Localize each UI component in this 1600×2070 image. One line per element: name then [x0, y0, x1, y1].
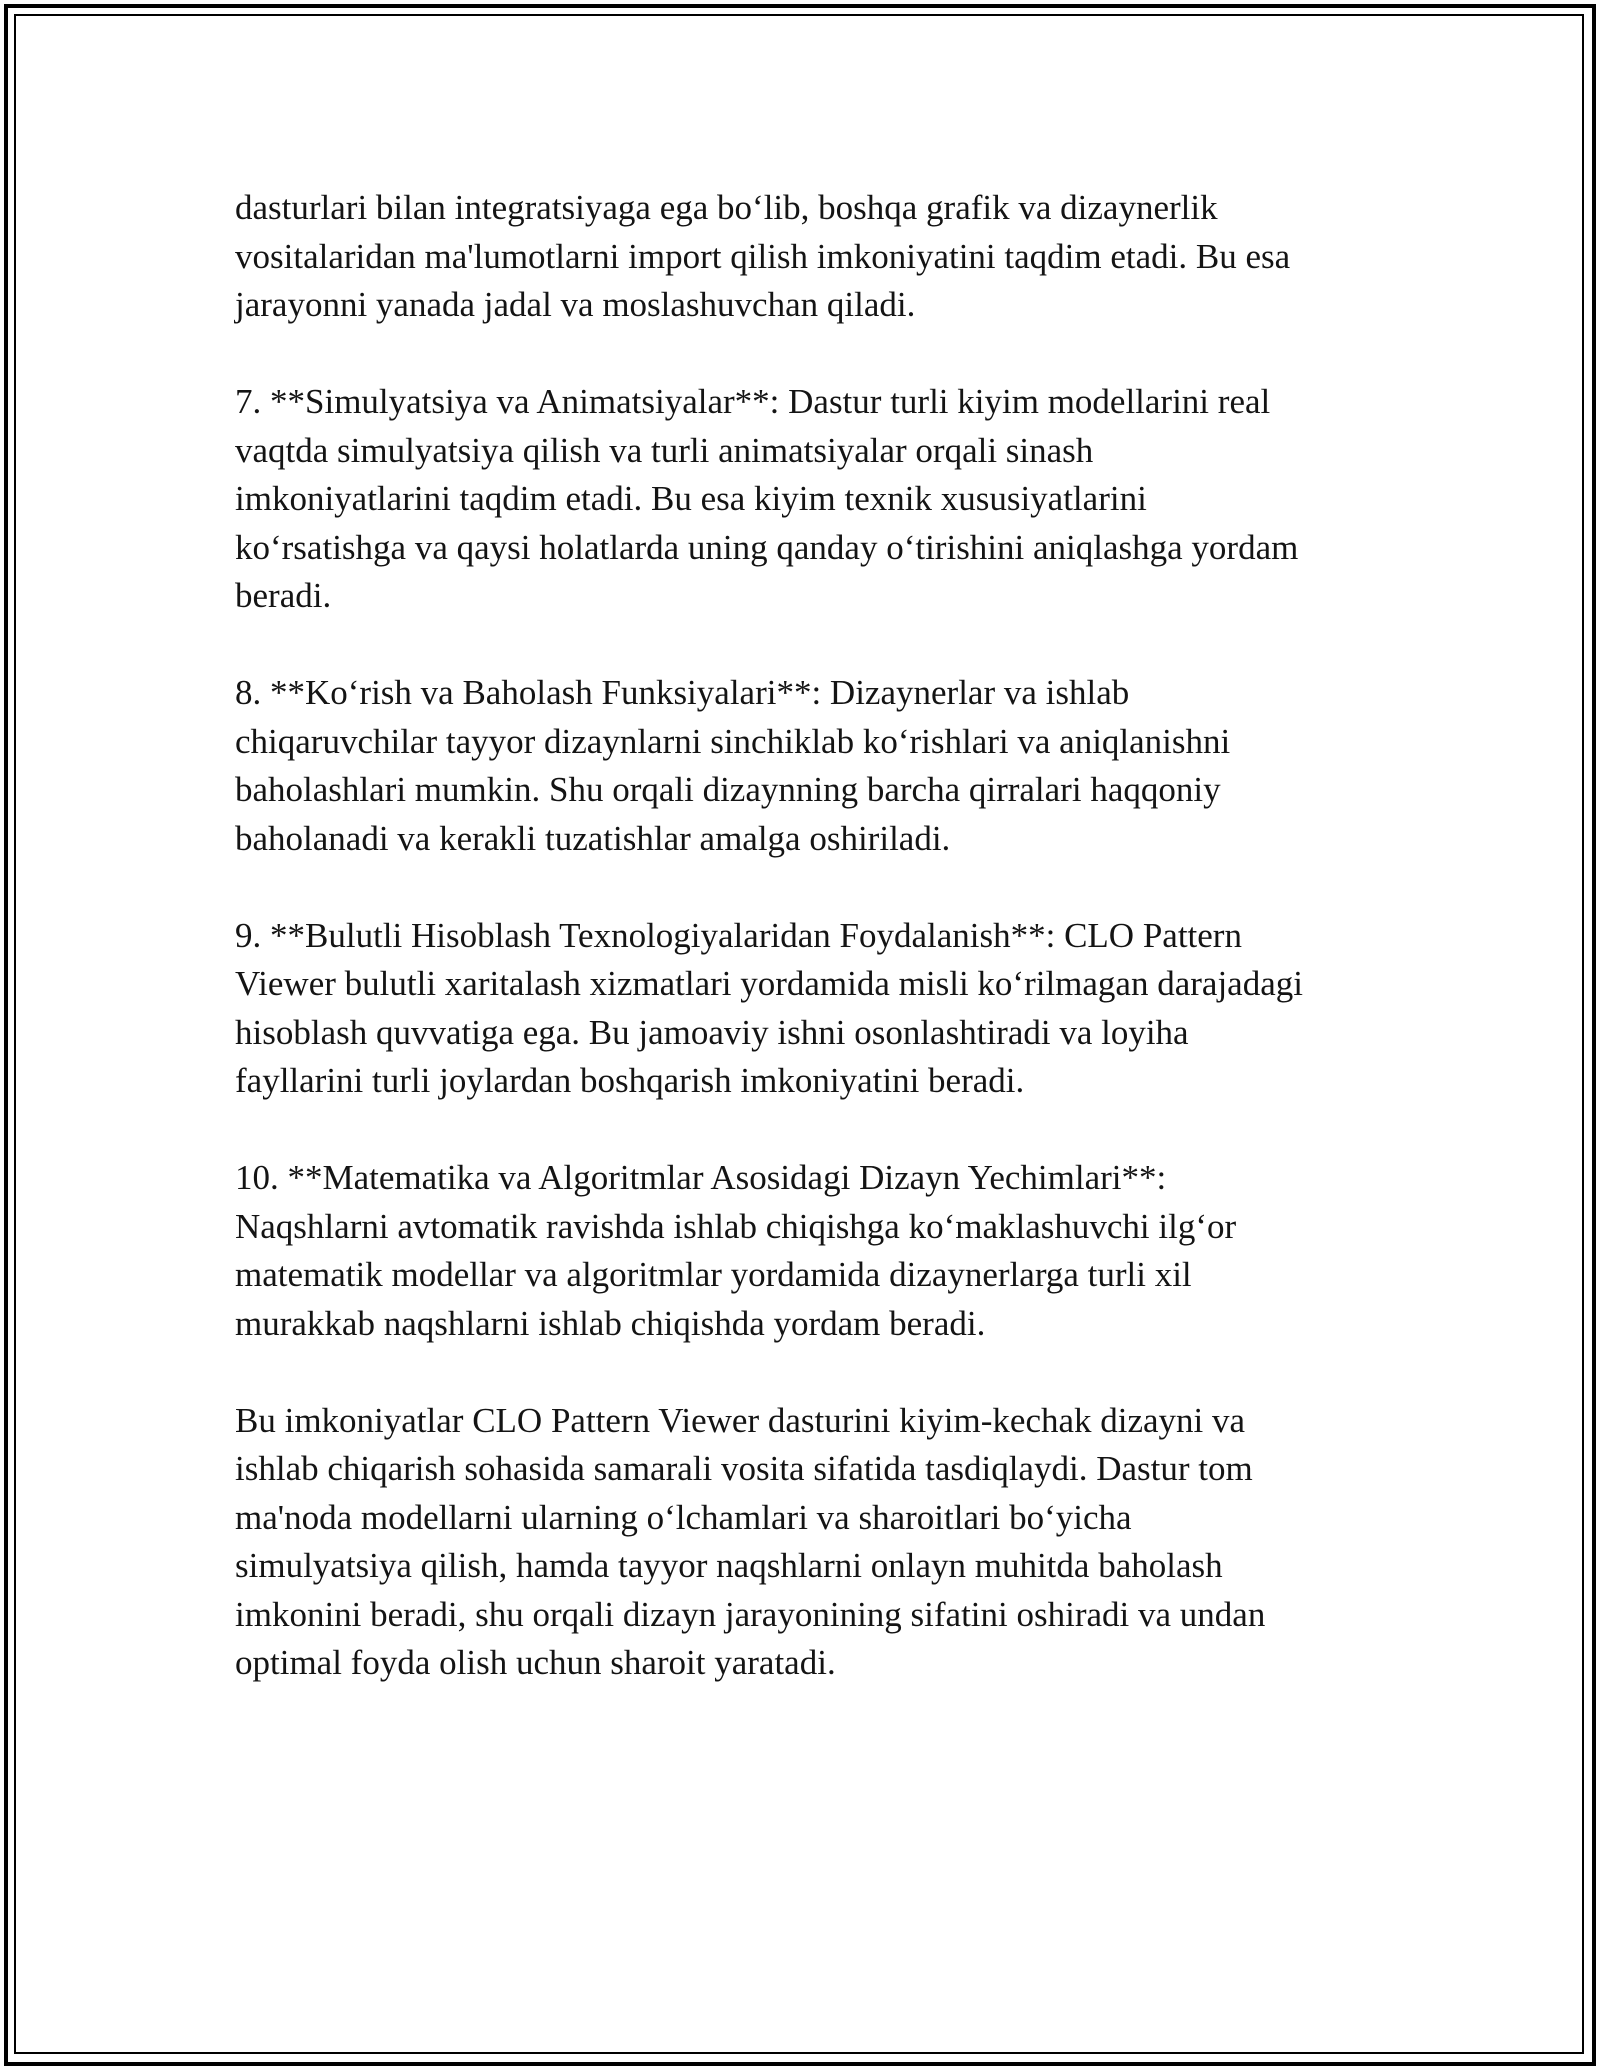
text-line: beradi. [235, 576, 332, 615]
paragraph-item-9 [235, 912, 1375, 1106]
paragraph-item-10 [235, 1154, 1375, 1348]
text-line: 7. **Simulyatsiya va Animatsiyalar**: Dastur turli kiyim modellarini real [235, 382, 1271, 421]
text-line: 10. **Matematika va Algoritmlar Asosidagi Dizayn Yechimlari**: [235, 1158, 1167, 1197]
text-line: ko‘rsatishga va qaysi holatlarda uning qanday o‘tirishini aniqlashga yordam [235, 527, 1299, 567]
text-line: 9. **Bulutli Hisoblash Texnologiyalaridan Foydalanish**: CLO Pattern [235, 915, 1242, 955]
text-line: vaqtda simulyatsiya qilish va turli animatsiyalar orqali sinash [235, 430, 1094, 470]
text-line: Viewer bulutli xaritalash xizmatlari yordamida misli ko‘rilmagan darajadagi [235, 964, 1303, 1003]
text-line: chiqaruvchilar tayyor dizaynlarni sinchiklab ko‘rishlari va aniqlanishni [235, 721, 1231, 761]
text-line: dasturlari bilan integratsiyaga ega bo‘lib, boshqa grafik va dizaynerlik [235, 188, 1218, 227]
text-line: Bu imkoniyatlar CLO Pattern Viewer dasturini kiyim-kechak dizayni va [235, 1400, 1246, 1440]
text-line: 8. **Ko‘rish va Baholash Funksiyalari**: Dizaynerlar va ishlab [235, 673, 1130, 712]
text-line: optimal foyda olish uchun sharoit yaratadi. [235, 1643, 836, 1682]
text-line: imkoniyatlarini taqdim etadi. Bu esa kiyim texnik xususiyatlarini [235, 479, 1147, 518]
paragraph-intro-continuation [235, 184, 1375, 330]
text-line: baholashlari mumkin. Shu orqali dizaynning barcha qirralari haqqoniy [235, 770, 1221, 809]
text-line: matematik modellar va algoritmlar yordamida dizaynerlarga turli xil [235, 1255, 1192, 1294]
text-line: murakkab naqshlarni ishlab chiqishda yordam beradi. [235, 1303, 986, 1343]
text-line: jarayonni yanada jadal va moslashuvchan qiladi. [235, 285, 916, 324]
document-body [235, 184, 1375, 1688]
text-line: simulyatsiya qilish, hamda tayyor naqshlarni onlayn muhitda baholash [235, 1546, 1223, 1585]
paragraph-conclusion [235, 1397, 1375, 1688]
text-line: ma'noda modellarni ularning o‘lchamlari va sharoitlari bo‘yicha [235, 1497, 1132, 1537]
paragraph-item-7 [235, 378, 1375, 621]
text-line: ishlab chiqarish sohasida samarali vosita sifatida tasdiqlaydi. Dastur tom [235, 1449, 1253, 1488]
text-line: vositalaridan ma'lumotlarni import qilish imkoniyatini taqdim etadi. Bu esa [235, 236, 1291, 276]
text-line: Naqshlarni avtomatik ravishda ishlab chiqishga ko‘maklashuvchi ilg‘or [235, 1206, 1237, 1246]
text-line: imkonini beradi, shu orqali dizayn jarayonining sifatini oshiradi va undan [235, 1594, 1266, 1634]
text-line: fayllarini turli joylardan boshqarish imkoniyatini beradi. [235, 1061, 1025, 1100]
text-line: hisoblash quvvatiga ega. Bu jamoaviy ishni osonlashtiradi va loyiha [235, 1012, 1189, 1052]
text-line: baholanadi va kerakli tuzatishlar amalga oshiriladi. [235, 818, 951, 858]
paragraph-item-8 [235, 669, 1375, 863]
